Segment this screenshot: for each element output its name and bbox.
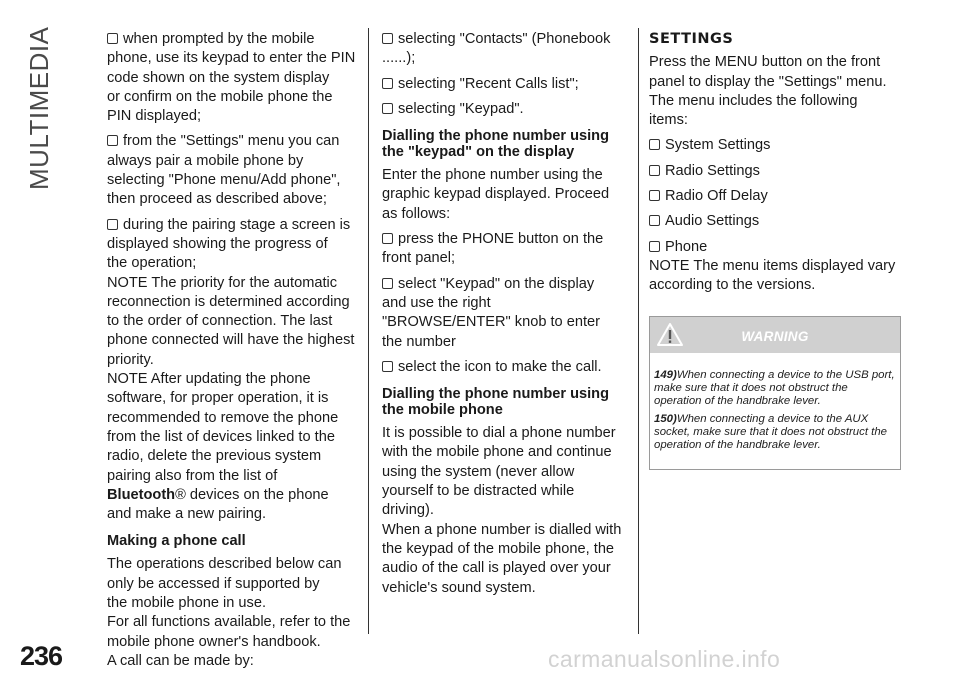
paragraph: the operation;	[107, 255, 197, 272]
bullet-box-icon	[649, 139, 660, 150]
bullet-box-icon	[649, 165, 660, 176]
watermark: carmanualsonline.info	[548, 646, 781, 672]
paragraph: When a phone number is dialled with the keypad of the mobile phone, the audio of the call is played over your vehicle's sound system.	[382, 521, 622, 596]
note: NOTE The priority for the automatic reconnection is determined according to the order of connection. The last phone connected will have the highest priority.	[107, 274, 355, 368]
paragraph: the mobile phone in use.	[107, 595, 267, 612]
bullet-box-icon	[382, 103, 393, 114]
list-item: System Settings	[649, 136, 899, 155]
list-item: Audio Settings	[649, 212, 899, 231]
section-label-text: MULTIMEDIA	[24, 26, 54, 190]
bullet-box-icon	[382, 278, 393, 289]
list-item: press the PHONE button on the front panel;	[382, 231, 604, 267]
paragraph: It is possible to dial a phone number with the mobile phone and continue using the system (never allow yourself to be distracted while driving).	[382, 425, 616, 519]
warning-item: 150)When connecting a device to the AUX socket, make sure that it does not obstruct the operation of the handbrake lever.	[654, 412, 887, 451]
note: NOTE After updating the phone software, for proper operation, it is recommended to remove the phone from the list of devices linked to the radio, delete the previous system pairing also from the list of Bluetooth® devices on the phone and make a new pairing.	[107, 371, 339, 523]
bullet-box-icon	[107, 219, 118, 230]
column-2	[382, 30, 622, 598]
bullet-box-icon	[382, 33, 393, 44]
warning-ref: 150)	[654, 412, 677, 425]
list-item: selecting "Keypad".	[382, 100, 622, 119]
column-divider	[638, 28, 639, 634]
warning-header	[650, 317, 900, 353]
brand-name: Bluetooth	[107, 486, 176, 503]
list-item: Radio Off Delay	[649, 187, 899, 206]
warning-box	[649, 316, 901, 470]
section-heading: SETTINGS	[649, 31, 734, 47]
column-1	[107, 30, 357, 671]
list-item: Radio Settings	[649, 162, 899, 181]
list-item: from the "Settings" menu you can always pair a mobile phone by selecting "Phone menu/Add phone", then proceed as described above;	[107, 133, 341, 208]
page-number: 236	[20, 641, 63, 671]
list-item: during the pairing stage a screen is displayed showing the progress of	[107, 216, 351, 252]
note: NOTE The menu items displayed vary according to the versions.	[649, 257, 896, 294]
bullet-box-icon	[649, 190, 660, 201]
section-heading: Dialling the phone number using the mobile phone	[382, 386, 610, 419]
bullet-box-icon	[649, 215, 660, 226]
list-item: Phone	[649, 238, 899, 257]
bullet-box-icon	[382, 78, 393, 89]
column-3	[649, 30, 899, 470]
paragraph: For all functions available, refer to the mobile phone owner's handbook.	[107, 614, 351, 650]
paragraph: Enter the phone number using the graphic keypad displayed. Proceed as follows:	[382, 167, 610, 222]
list-item: select "Keypad" on the display and use the right "BROWSE/ENTER" knob to enter the number	[382, 275, 600, 350]
list-item: selecting "Contacts" (Phonebook ......);	[382, 31, 611, 67]
bullet-box-icon	[382, 233, 393, 244]
section-heading: Dialling the phone number using the "keypad" on the display	[382, 128, 610, 161]
list-item: selecting "Recent Calls list";	[382, 75, 622, 94]
list-item: when prompted by the mobile phone, use its keypad to enter the PIN code shown on the system display	[107, 31, 356, 86]
warning-ref: 149)	[654, 368, 677, 381]
bullet-box-icon	[107, 135, 118, 146]
list-item: select the icon to make the call.	[382, 358, 622, 377]
paragraph: Press the MENU button on the front panel to display the "Settings" menu. The menu includes the following items:	[649, 54, 887, 129]
paragraph: A call can be made by:	[107, 652, 254, 669]
section-heading: Making a phone call	[107, 533, 246, 550]
section-label	[8, 20, 68, 220]
bullet-box-icon	[107, 33, 118, 44]
bullet-box-icon	[649, 241, 660, 252]
warning-item: 149)When connecting a device to the USB port, make sure that it does not obstruct the operation of the handbrake lever.	[654, 368, 895, 407]
column-divider	[368, 28, 369, 634]
paragraph: or confirm on the mobile phone the PIN displayed;	[107, 88, 333, 125]
warning-body	[650, 353, 900, 469]
warning-title: WARNING	[741, 328, 809, 344]
paragraph: The operations described below can only be accessed if supported by	[107, 556, 342, 592]
bullet-box-icon	[382, 361, 393, 372]
